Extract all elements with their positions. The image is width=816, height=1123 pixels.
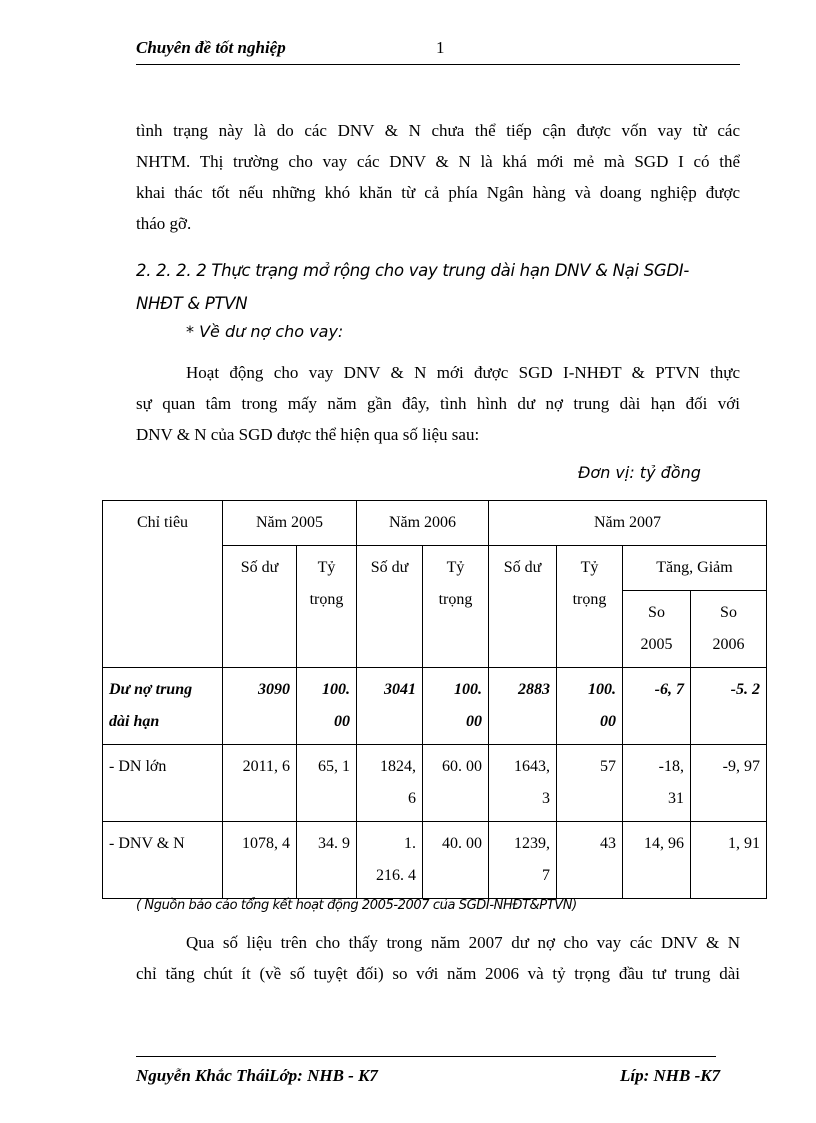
cell-text: 1239, — [514, 835, 550, 852]
header-tang-giam: Tăng, Giảm — [623, 546, 767, 591]
row-label: - DNV & N — [103, 822, 223, 899]
text-line: tình trạng này là do các DNV & N chưa thể tiếp cận được vốn vay từ các — [136, 121, 740, 140]
header-text: Tỷ — [317, 559, 336, 576]
header-so-2006 — [691, 591, 767, 668]
header-so-du: Số dư — [223, 546, 297, 668]
header-ty-trong — [557, 546, 623, 668]
header-so-du: Số dư — [357, 546, 423, 668]
header-ty-trong — [423, 546, 489, 668]
text-line: DNV & N của SGD được thể hiện qua số liệu sau: — [136, 425, 480, 444]
cell-ty-trong-2005: 65, 1 — [297, 745, 357, 822]
cell-so-2005 — [623, 745, 691, 822]
text-line: Hoạt động cho vay DNV & N mới được SGD I-NHĐT & PTVN thực — [186, 363, 740, 382]
header-text: trọng — [309, 591, 344, 608]
table-row — [103, 745, 767, 822]
header-text: trọng — [572, 591, 607, 608]
text-line: Qua số liệu trên cho thấy trong năm 2007 dư nợ cho vay các DNV & N — [186, 933, 740, 952]
cell-text: 00 — [600, 713, 616, 730]
paragraph-intro — [136, 115, 740, 239]
cell-text: Dư nợ trung — [109, 681, 193, 698]
cell-so-du-2007 — [489, 822, 557, 899]
cell-so-du-2007: 2883 — [489, 668, 557, 745]
cell-text: 00 — [334, 713, 350, 730]
cell-text: 6 — [408, 790, 416, 807]
header-year-2005: Năm 2005 — [223, 501, 357, 546]
unit-label: Đơn vị: tỷ đồng — [578, 463, 701, 482]
cell-so-2006: -5. 2 — [691, 668, 767, 745]
heading-line: NHĐT & PTVN — [136, 294, 248, 313]
header-year-2006: Năm 2006 — [357, 501, 489, 546]
text-line: khai thác tốt nếu những khó khăn từ cả phía Ngân hàng và doang nghiệp được — [136, 183, 740, 202]
cell-ty-trong-2006: 60. 00 — [423, 745, 489, 822]
text-line: chỉ tăng chút ít (về số tuyệt đối) so với năm 2006 và tỷ trọng đầu tư trung dài — [136, 964, 740, 983]
cell-so-du-2006: 3041 — [357, 668, 423, 745]
table-source-note: ( Nguồn báo cáo tổng kết hoạt động 2005-2007 của SGDI-NHĐT&PTVN) — [136, 898, 577, 913]
cell-text: -18, — [658, 758, 684, 775]
cell-ty-trong-2006 — [423, 668, 489, 745]
header-text: trọng — [438, 591, 473, 608]
footer-author: Nguyễn Khắc TháiLớp: NHB - K7 — [136, 1066, 378, 1085]
header-text: So — [720, 604, 737, 621]
cell-so-du-2005: 1078, 4 — [223, 822, 297, 899]
row-label — [103, 668, 223, 745]
header-text: Tỷ — [580, 559, 599, 576]
cell-text: 100. — [454, 681, 482, 698]
cell-text: 00 — [466, 713, 482, 730]
cell-text: 216. 4 — [376, 867, 416, 884]
cell-text: 7 — [542, 867, 550, 884]
cell-ty-trong-2006: 40. 00 — [423, 822, 489, 899]
page-number: 1 — [436, 38, 445, 57]
cell-ty-trong-2007: 43 — [557, 822, 623, 899]
header-text: 2005 — [640, 636, 673, 653]
table-row — [103, 822, 767, 899]
heading-line: 2. 2. 2. 2 Thực trạng mở rộng cho vay trung dài hạn DNV & Nại SGDI- — [136, 261, 690, 280]
cell-text: 100. — [588, 681, 616, 698]
cell-text: dài hạn — [109, 713, 160, 730]
header-title: Chuyên đề tốt nghiệp — [136, 38, 286, 57]
paragraph-conclusion — [136, 927, 740, 989]
table-row — [103, 668, 767, 745]
paragraph-lending — [136, 357, 740, 450]
cell-so-du-2007 — [489, 745, 557, 822]
cell-so-du-2006 — [357, 822, 423, 899]
cell-text: 100. — [322, 681, 350, 698]
header-so-2005 — [623, 591, 691, 668]
header-ty-trong — [297, 546, 357, 668]
cell-so-2006: -9, 97 — [691, 745, 767, 822]
cell-ty-trong-2007 — [557, 668, 623, 745]
header-text: So — [648, 604, 665, 621]
cell-ty-trong-2005 — [297, 668, 357, 745]
cell-text: 1643, — [514, 758, 550, 775]
text-line: NHTM. Thị trường cho vay các DNV & N là khá mới mẻ mà SGD I có thể — [136, 152, 740, 171]
footer-class: Líp: NHB -K7 — [620, 1066, 721, 1085]
header-divider — [136, 64, 740, 65]
header-text: Tỷ — [446, 559, 465, 576]
cell-text: 1824, — [380, 758, 416, 775]
text-line: sự quan tâm trong mấy năm gần đây, tình hình dư nợ trung dài hạn đối với — [136, 394, 740, 413]
footer-divider — [136, 1056, 716, 1057]
header-text: 2006 — [712, 636, 745, 653]
header-so-du: Số dư — [489, 546, 557, 668]
header-year-2007: Năm 2007 — [489, 501, 767, 546]
cell-so-2006: 1, 91 — [691, 822, 767, 899]
cell-ty-trong-2005: 34. 9 — [297, 822, 357, 899]
section-heading — [136, 254, 740, 320]
cell-so-2005: 14, 96 — [623, 822, 691, 899]
cell-so-du-2005: 3090 — [223, 668, 297, 745]
cell-so-2005: -6, 7 — [623, 668, 691, 745]
cell-so-du-2006 — [357, 745, 423, 822]
cell-so-du-2005: 2011, 6 — [223, 745, 297, 822]
row-label: - DN lớn — [103, 745, 223, 822]
header-chi-tieu: Chỉ tiêu — [103, 501, 223, 668]
text-line: tháo gỡ. — [136, 214, 192, 233]
cell-ty-trong-2007: 57 — [557, 745, 623, 822]
cell-text: 3 — [542, 790, 550, 807]
cell-text: 31 — [668, 790, 684, 807]
loan-table — [102, 500, 767, 899]
bullet-heading: * Về dư nợ cho vay: — [186, 322, 344, 341]
cell-text: 1. — [404, 835, 416, 852]
